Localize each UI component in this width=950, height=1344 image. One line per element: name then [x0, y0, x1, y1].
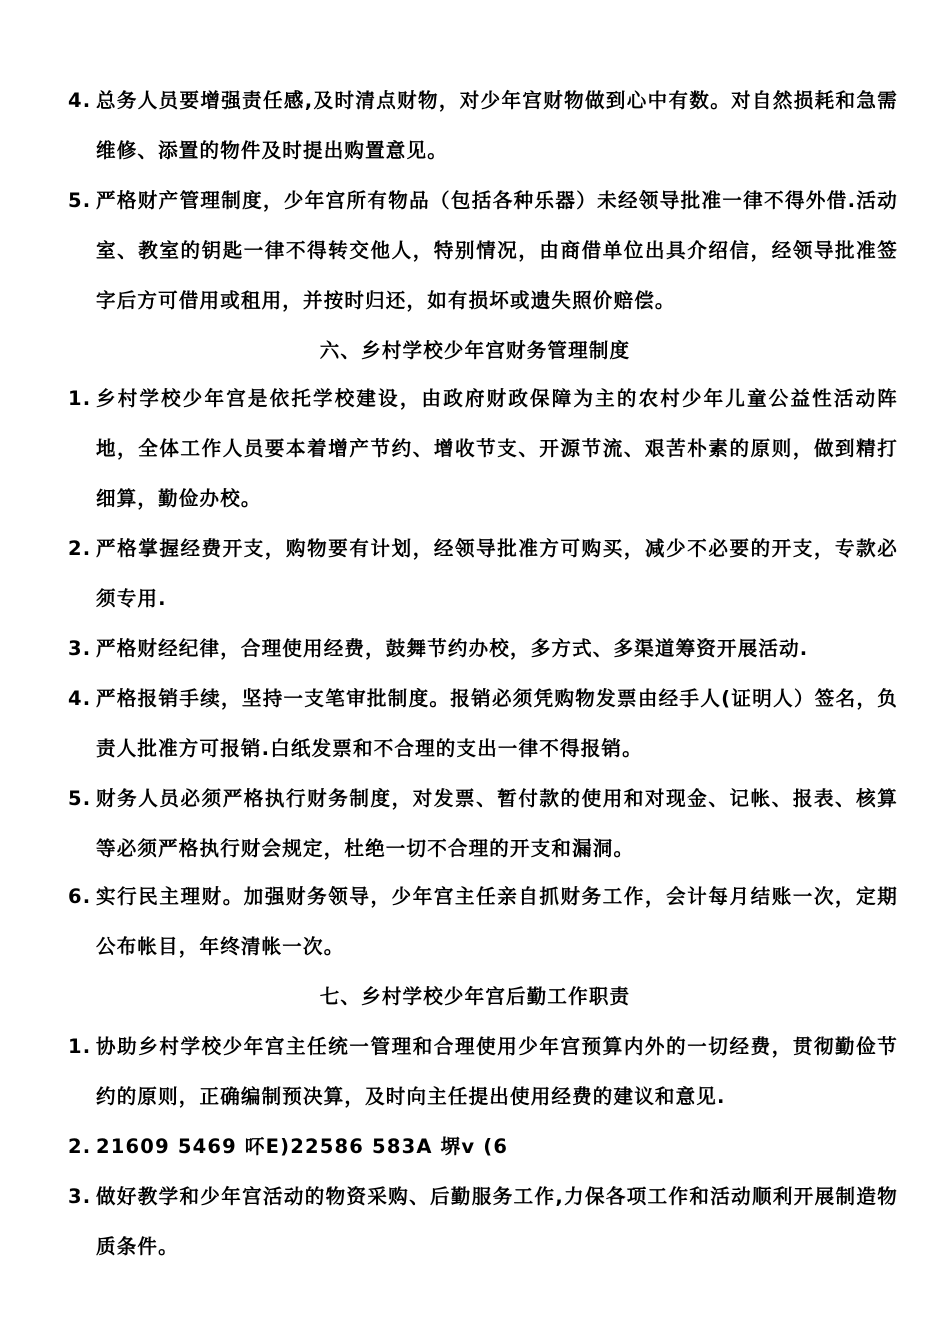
- list-item: [68, 524, 898, 624]
- list-item: [68, 674, 898, 774]
- item-text: 严格报销手续，坚持一支笔审批制度。报销必须凭购物发票由经手人(证明人）签名，负责人批准方可报销.白纸发票和不合理的支出一律不得报销。: [96, 687, 898, 760]
- list-item: [68, 872, 898, 972]
- item-text: 严格掌握经费开支，购物要有计划，经领导批准方可购买，减少不必要的开支，专款必须专用.: [96, 537, 898, 610]
- item-number: 2.: [68, 537, 92, 560]
- section-heading: 七、乡村学校少年宫后勤工作职责: [319, 985, 631, 1008]
- item-text: 严格财产管理制度，少年宫所有物品（包括各种乐器）未经领导批准一律不得外借.活动室、教室的钥匙一律不得转交他人，特别情况，由商借单位出具介绍信，经领导批准签字后方可借用或租用，并按时归还，如有损坏或遗失照价赔偿。: [96, 189, 898, 312]
- item-text: 实行民主理财。加强财务领导，少年宫主任亲自抓财务工作，会计每月结账一次，定期公布帐目，年终清帐一次。: [96, 885, 898, 958]
- item-text: 总务人员要增强责任感,及时清点财物，对少年宫财物做到心中有数。对自然损耗和急需维修、添置的物件及时提出购置意见。: [96, 89, 898, 162]
- list-item: [68, 1022, 898, 1122]
- item-number: 6.: [68, 885, 92, 908]
- item-number: 3.: [68, 1185, 92, 1208]
- item-number: 5.: [68, 189, 92, 212]
- item-number: 1.: [68, 1035, 92, 1058]
- item-number: 3.: [68, 637, 92, 660]
- list-item: [68, 774, 898, 874]
- list-item: [68, 1172, 898, 1272]
- item-number: 4.: [68, 89, 92, 112]
- item-number: 5.: [68, 787, 92, 810]
- list-item: [68, 76, 898, 176]
- item-text: 做好教学和少年宫活动的物资采购、后勤服务工作,力保各项工作和活动顺利开展制造物质条件。: [96, 1185, 898, 1258]
- list-item: [68, 374, 898, 524]
- item-text: 协助乡村学校少年宫主任统一管理和合理使用少年宫预算内外的一切经费，贯彻勤俭节约的原则，正确编制预决算，及时向主任提出使用经费的建议和意见.: [96, 1035, 898, 1108]
- list-item: [68, 624, 898, 674]
- item-number: 2.: [68, 1135, 92, 1158]
- list-item: [68, 176, 898, 326]
- item-number: 4.: [68, 687, 92, 710]
- item-text: 21609 5469 吥E)22586 583A 堺v (6: [96, 1135, 509, 1158]
- item-text: 严格财经纪律，合理使用经费，鼓舞节约办校，多方式、多渠道筹资开展活动.: [96, 637, 809, 660]
- section-heading: 六、乡村学校少年宫财务管理制度: [319, 339, 631, 362]
- list-item: [68, 1122, 898, 1172]
- item-text: 乡村学校少年宫是依托学校建设，由政府财政保障为主的农村少年儿童公益性活动阵地，全体工作人员要本着增产节约、增收节支、开源节流、艰苦朴素的原则，做到精打细算，勤俭办校。: [96, 387, 898, 510]
- item-text: 财务人员必须严格执行财务制度，对发票、暂付款的使用和对现金、记帐、报表、核算等必须严格执行财会规定，杜绝一切不合理的开支和漏洞。: [96, 787, 898, 860]
- item-number: 1.: [68, 387, 92, 410]
